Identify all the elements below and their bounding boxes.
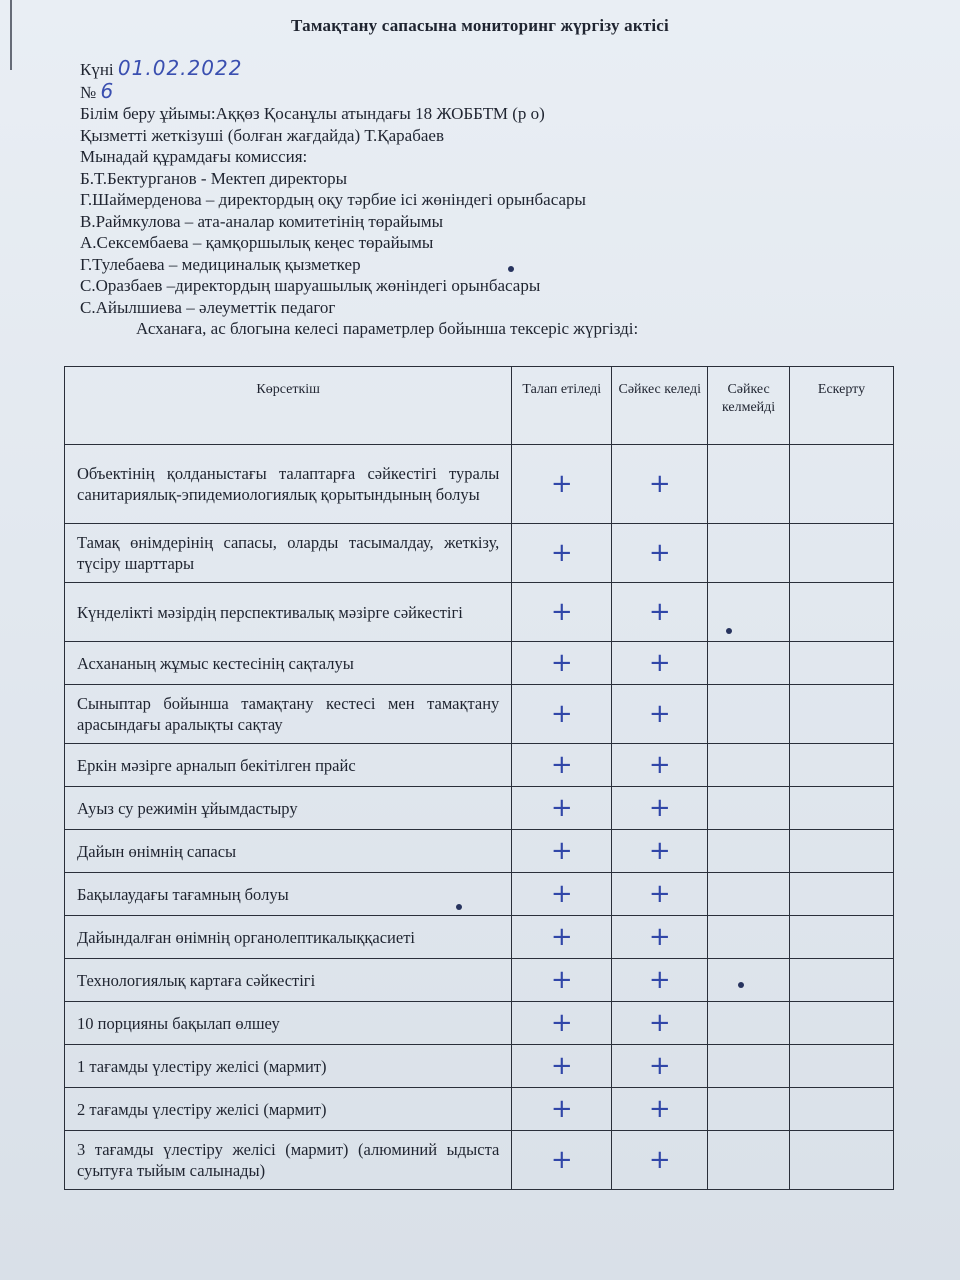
table-header-row: [65, 367, 894, 445]
indicator-cell: Объектінің қолданыстағы талаптарға сәйкестігі туралы санитариялық-эпидемиологиялық қорытындының болуы: [65, 445, 512, 524]
indicator-cell: Асхананың жұмыс кестесінің сақталуы: [65, 642, 512, 685]
compliant-mark: +: [612, 1088, 708, 1131]
ink-speck: [456, 904, 462, 910]
noncompliant-cell: [708, 787, 790, 830]
noncompliant-cell: [708, 873, 790, 916]
note-cell: [789, 873, 893, 916]
document-title: Тамақтану сапасына мониторинг жүргізу актісі: [291, 16, 669, 35]
noncompliant-cell: [708, 524, 790, 583]
commission-member: А.Сексембаева – қамқоршылық кеңес төрайымы: [80, 233, 434, 252]
noncompliant-cell: [708, 959, 790, 1002]
org-line: Білім беру ұйымы:Аққөз Қосанұлы атындағы 18 ЖОББТМ (р о): [80, 104, 545, 123]
commission-intro: Мынадай құрамдағы комиссия:: [80, 147, 308, 166]
required-mark: +: [512, 1088, 612, 1131]
indicator-cell: Бақылаудағы тағамның болуы: [65, 873, 512, 916]
required-mark: +: [512, 685, 612, 744]
indicator-cell: Дайындалған өнімнің органолептикалыққасиеті: [65, 916, 512, 959]
header-noncompliant: Сәйкес келмейді: [708, 367, 790, 445]
note-cell: [789, 1131, 893, 1190]
required-mark: +: [512, 916, 612, 959]
indicator-cell: 3 тағамды үлестіру желісі (мармит) (алюминий ыдыста суытуға тыйым салынады): [65, 1131, 512, 1190]
table-row: [65, 685, 894, 744]
document-header: [80, 58, 900, 340]
compliant-mark: +: [612, 744, 708, 787]
noncompliant-cell: [708, 1002, 790, 1045]
required-mark: +: [512, 873, 612, 916]
indicator-cell: Тамақ өнімдерінің сапасы, оларды тасымалдау, жеткізу, түсіру шарттары: [65, 524, 512, 583]
compliant-mark: +: [612, 916, 708, 959]
table-row: [65, 830, 894, 873]
required-mark: +: [512, 445, 612, 524]
noncompliant-cell: [708, 1131, 790, 1190]
noncompliant-cell: [708, 685, 790, 744]
compliant-mark: +: [612, 1045, 708, 1088]
table-row: [65, 1002, 894, 1045]
commission-member: Г.Тулебаева – медициналық қызметкер: [80, 254, 361, 274]
table-row: [65, 524, 894, 583]
note-cell: [789, 524, 893, 583]
indicator-cell: Еркін мәзірге арналып бекітілген прайс: [65, 744, 512, 787]
noncompliant-cell: [708, 583, 790, 642]
noncompliant-cell: [708, 830, 790, 873]
table-row: [65, 744, 894, 787]
indicator-cell: Күнделікті мәзірдің перспективалық мәзірге сәйкестігі: [65, 583, 512, 642]
required-mark: +: [512, 1045, 612, 1088]
required-mark: +: [512, 744, 612, 787]
table-row: [65, 1088, 894, 1131]
note-cell: [789, 1002, 893, 1045]
commission-member: С.Оразбаев –директордың шаруашылық жөніндегі орынбасары: [80, 276, 541, 295]
required-mark: +: [512, 524, 612, 583]
compliant-mark: +: [612, 445, 708, 524]
commission-member: С.Айылшиева – әлеуметтік педагог: [80, 297, 336, 317]
date-line: [80, 58, 900, 81]
table-row: [65, 787, 894, 830]
indicator-cell: 1 тағамды үлестіру желісі (мармит): [65, 1045, 512, 1088]
compliant-mark: +: [612, 524, 708, 583]
note-cell: [789, 642, 893, 685]
compliant-mark: +: [612, 583, 708, 642]
noncompliant-cell: [708, 1088, 790, 1131]
indicator-cell: Ауыз су режимін ұйымдастыру: [65, 787, 512, 830]
compliant-mark: +: [612, 1002, 708, 1045]
table-row: [65, 916, 894, 959]
noncompliant-cell: [708, 445, 790, 524]
table-row: [65, 1131, 894, 1190]
required-mark: +: [512, 1131, 612, 1190]
compliant-mark: +: [612, 959, 708, 1002]
ink-speck: [726, 628, 732, 634]
note-cell: [789, 787, 893, 830]
required-mark: +: [512, 959, 612, 1002]
indicator-cell: Дайын өнімнің сапасы: [65, 830, 512, 873]
table-row: [65, 1045, 894, 1088]
noncompliant-cell: [708, 1045, 790, 1088]
note-cell: [789, 959, 893, 1002]
note-cell: [789, 1045, 893, 1088]
note-cell: [789, 830, 893, 873]
required-mark: +: [512, 830, 612, 873]
number-label: №: [80, 82, 97, 102]
required-mark: +: [512, 583, 612, 642]
note-cell: [789, 583, 893, 642]
indicator-cell: 10 порцияны бақылап өлшеу: [65, 1002, 512, 1045]
note-cell: [789, 744, 893, 787]
compliant-mark: +: [612, 787, 708, 830]
required-mark: +: [512, 642, 612, 685]
indicator-cell: Сыныптар бойынша тамақтану кестесі мен тамақтану арасындағы аралықты сақтау: [65, 685, 512, 744]
inspection-table: [64, 366, 894, 1190]
indicator-cell: Технологиялық картаға сәйкестігі: [65, 959, 512, 1002]
noncompliant-cell: [708, 916, 790, 959]
table-row: [65, 959, 894, 1002]
compliant-mark: +: [612, 830, 708, 873]
header-compliant: Сәйкес келеді: [612, 367, 708, 445]
noncompliant-cell: [708, 744, 790, 787]
header-note: Ескерту: [789, 367, 893, 445]
required-mark: +: [512, 787, 612, 830]
indicator-cell: 2 тағамды үлестіру желісі (мармит): [65, 1088, 512, 1131]
compliant-mark: +: [612, 873, 708, 916]
ink-speck: [508, 266, 514, 272]
table-row: [65, 873, 894, 916]
note-cell: [789, 1088, 893, 1131]
date-label: Күні: [80, 60, 114, 79]
note-cell: [789, 916, 893, 959]
ink-speck: [738, 982, 744, 988]
commission-member: Г.Шаймерденова – директордың оқу тәрбие ісі жөніндегі орынбасары: [80, 190, 586, 209]
number-line: [80, 78, 900, 104]
number-value: 6: [100, 78, 115, 103]
supplier-line: Қызметті жеткізуші (болған жағдайда) Т.Қарабаев: [80, 125, 444, 145]
required-mark: +: [512, 1002, 612, 1045]
note-cell: [789, 445, 893, 524]
compliant-mark: +: [612, 1131, 708, 1190]
compliant-mark: +: [612, 642, 708, 685]
noncompliant-cell: [708, 642, 790, 685]
header-required: Талап етіледі: [512, 367, 612, 445]
date-value: 01.02.2022: [117, 56, 243, 80]
table-row: [65, 583, 894, 642]
compliant-mark: +: [612, 685, 708, 744]
header-indicator: Көрсеткіш: [65, 367, 512, 445]
commission-member: В.Раймкулова – ата-аналар комитетінің төрайымы: [80, 211, 444, 231]
commission-member: Б.Т.Бектурганов - Мектеп директоры: [80, 168, 348, 188]
table-row: [65, 642, 894, 685]
table-row: [65, 445, 894, 524]
note-cell: [789, 685, 893, 744]
inspection-line: Асханаға, ас блогына келесі параметрлер бойынша тексеріс жүргізді:: [136, 319, 639, 338]
